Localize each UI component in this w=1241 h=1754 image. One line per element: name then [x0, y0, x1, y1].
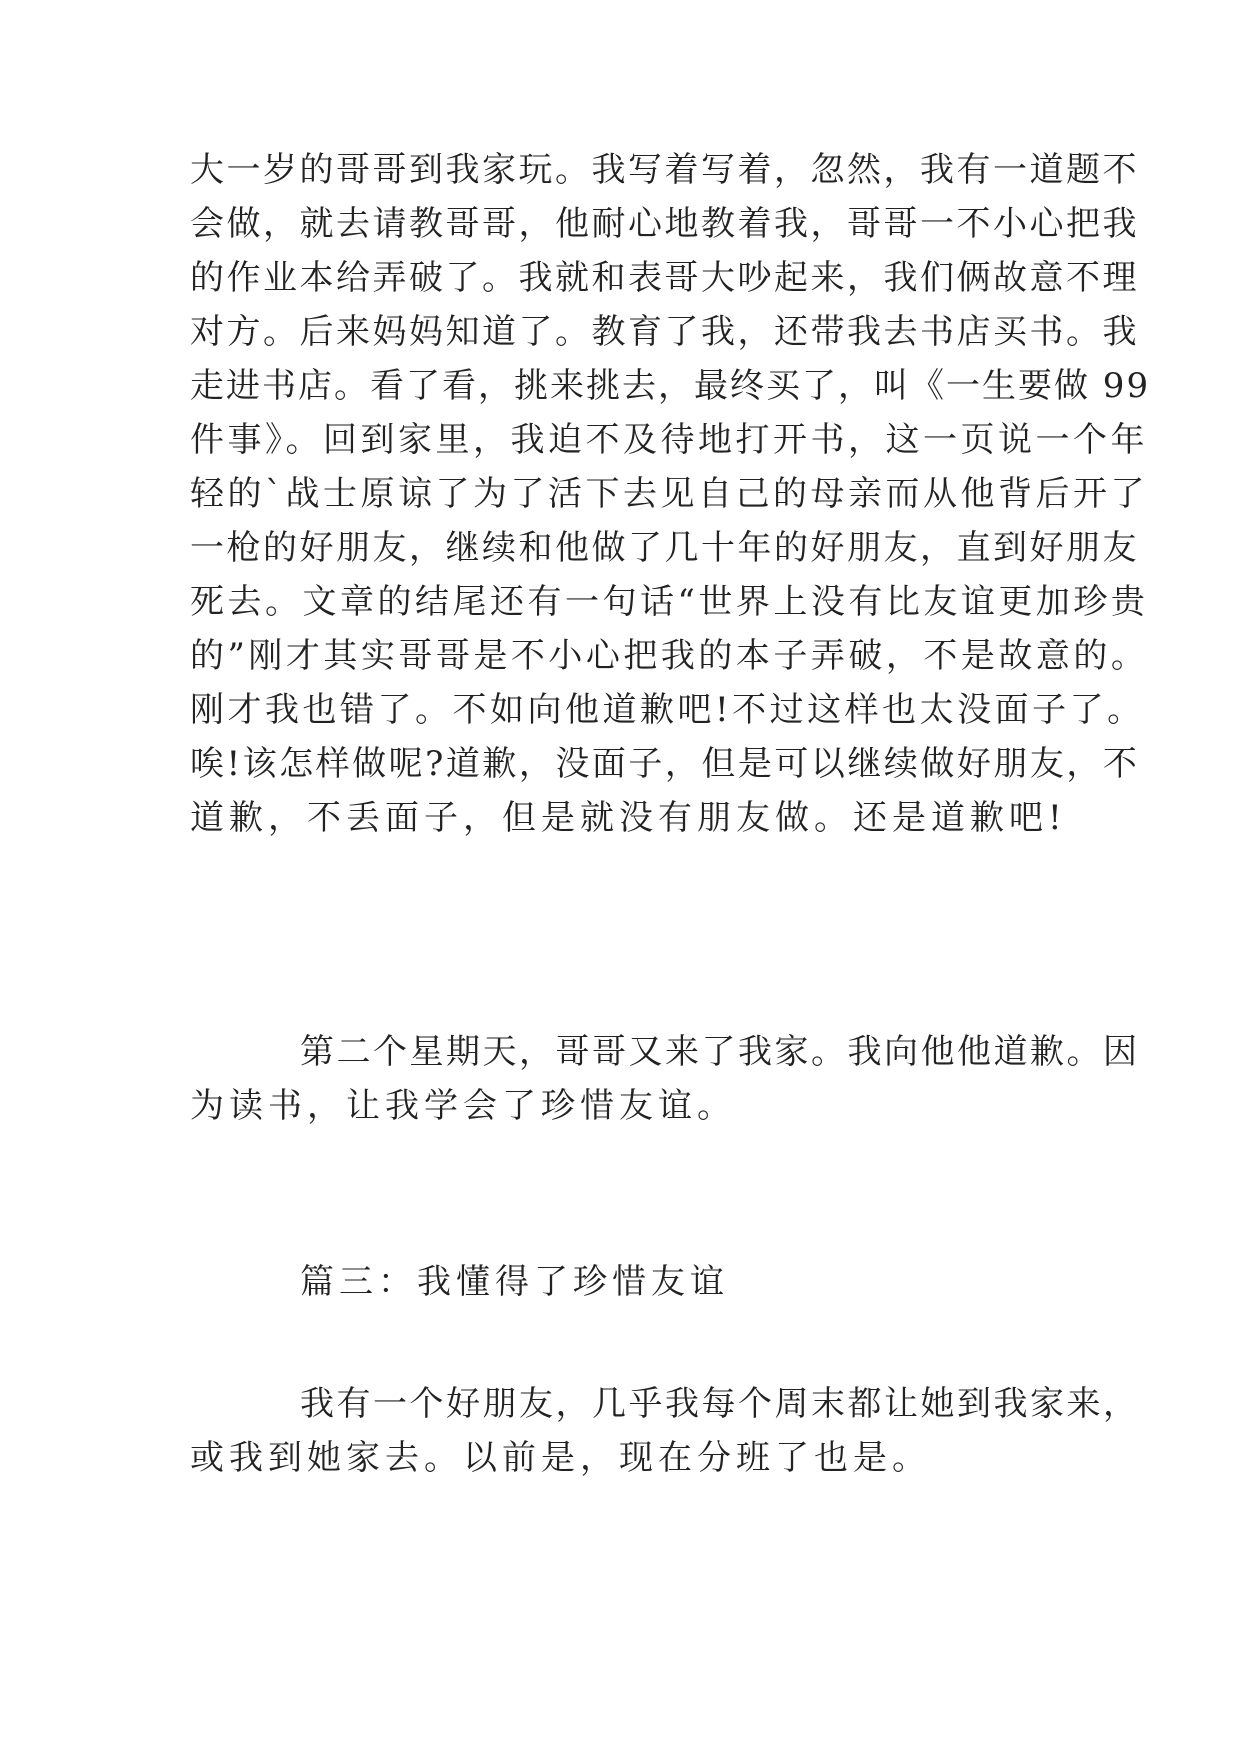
text-line: 会做，就去请教哥哥，他耐心地教着我，哥哥一不小心把我 — [190, 204, 1139, 244]
text-line: 轻的`战士原谅了为了活下去见自己的母亲而从他背后开了 — [190, 474, 1148, 514]
text-line: 对方。后来妈妈知道了。教育了我，还带我去书店买书。我 — [190, 312, 1139, 352]
text-line: 件事》。回到家里，我迫不及待地打开书，这一页说一个年 — [190, 420, 1148, 460]
text-line: 我有一个好朋友，几乎我每个周末都让她到我家来， — [300, 1384, 1140, 1424]
text-line: 为读书，让我学会了珍惜友谊。 — [190, 1086, 736, 1126]
text-line: 走进书店。看了看，挑来挑去，最终买了，叫《一生要做 99 — [190, 366, 1151, 406]
text-line: 唉!该怎样做呢?道歉，没面子，但是可以继续做好朋友，不 — [190, 744, 1140, 784]
text-line: 或我到她家去。以前是，现在分班了也是。 — [190, 1438, 931, 1478]
text-line: 道歉，不丢面子，但是就没有朋友做。还是道歉吧! — [190, 798, 1067, 838]
section-heading: 篇三：我懂得了珍惜友谊 — [300, 1262, 729, 1302]
text-line: 一枪的好朋友，继续和他做了几十年的好朋友，直到好朋友 — [190, 528, 1139, 568]
text-line: 死去。文章的结尾还有一句话“世界上没有比友谊更加珍贵 — [190, 582, 1149, 622]
text-line: 大一岁的哥哥到我家玩。我写着写着，忽然，我有一道题不 — [190, 150, 1139, 190]
text-line: 第二个星期天，哥哥又来了我家。我向他他道歉。因 — [300, 1032, 1140, 1072]
text-line: 刚才我也错了。不如向他道歉吧!不过这样也太没面子了。 — [190, 690, 1145, 730]
text-line: 的作业本给弄破了。我就和表哥大吵起来，我们俩故意不理 — [190, 258, 1139, 298]
text-line: 的”刚才其实哥哥是不小心把我的本子弄破，不是故意的。 — [190, 636, 1149, 676]
